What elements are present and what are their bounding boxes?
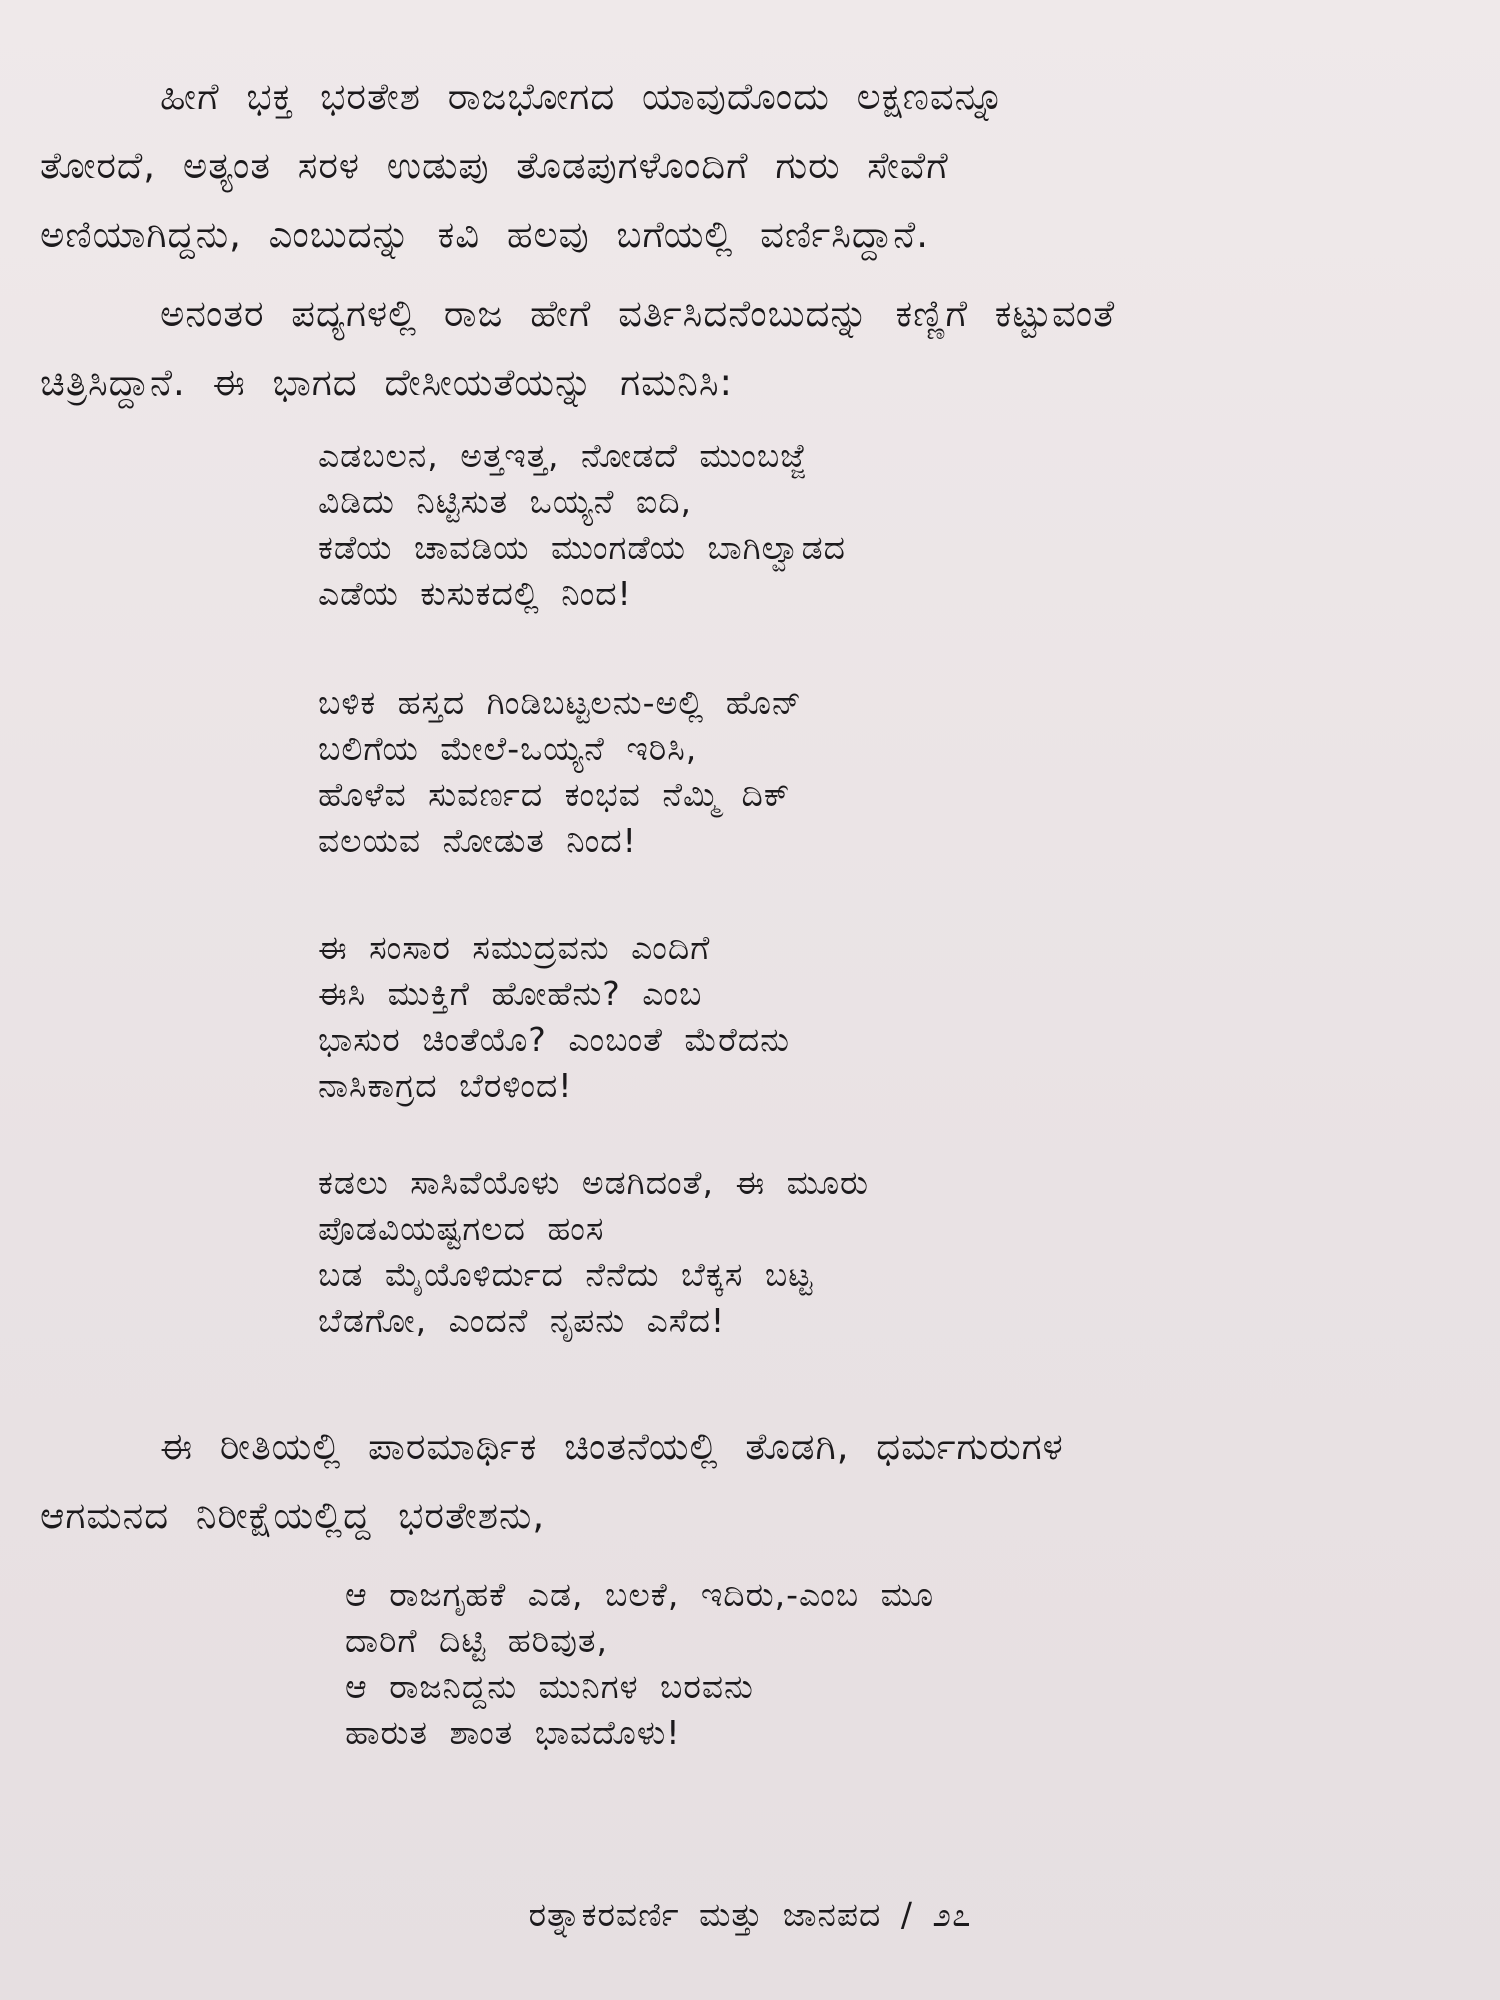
verse-line: ಭಾಸುರ ಚಿಂತೆಯೊ? ಎಂಬಂತೆ ಮೆರೆದನು xyxy=(318,1020,791,1059)
verse-line: ಬಡ ಮೈಯೊಳಿರ್ದುದ ನೆನೆದು ಬೆಕ್ಕಸ ಬಟ್ಟ xyxy=(318,1255,814,1294)
verse-line: ಬಲಿಗೆಯ ಮೇಲೆ-ಒಯ್ಯನೆ ಇರಿಸಿ, xyxy=(318,729,698,768)
verse-line: ಬಳಿಕ ಹಸ್ತದ ಗಿಂಡಿಬಟ್ಟಲನು-ಅಲ್ಲಿ ಹೊನ್ xyxy=(318,683,802,722)
verse-stanza-4 xyxy=(318,1160,869,1344)
paragraph-line: ಚಿತ್ರಿಸಿದ್ದಾನೆ. ಈ ಭಾಗದ ದೇಸೀಯತೆಯನ್ನು ಗಮನಿಸಿ: xyxy=(40,361,733,404)
verse-line: ಎಡಬಲನ, ಅತ್ತಇತ್ತ, ನೋಡದೆ ಮುಂಬಜ್ಜೆ xyxy=(318,436,807,475)
page-footer: ರತ್ನಾಕರವರ್ಣಿ ಮತ್ತು ಜಾನಪದ / ೨೭ xyxy=(528,1895,972,1934)
verse-line: ನಾಸಿಕಾಗ್ರದ ಬೆರಳಿಂದ! xyxy=(318,1066,573,1105)
verse-stanza-2 xyxy=(318,680,802,864)
verse-line: ಹಾರುತ ಶಾಂತ ಭಾವದೊಳು! xyxy=(345,1713,681,1752)
verse-line: ವಲಯವ ನೋಡುತ ನಿಂದ! xyxy=(318,821,637,860)
paragraph-line: ಅಣಿಯಾಗಿದ್ದನು, ಎಂಬುದನ್ನು ಕವಿ ಹಲವು ಬಗೆಯಲ್ಲಿ ವರ್ಣಿಸಿದ್ದಾನೆ. xyxy=(40,213,930,256)
verse-line: ಈ ಸಂಸಾರ ಸಮುದ್ರವನು ಎಂದಿಗೆ xyxy=(318,928,711,967)
paragraph-line: ಈ ರೀತಿಯಲ್ಲಿ ಪಾರಮಾರ್ಥಿಕ ಚಿಂತನೆಯಲ್ಲಿ ತೊಡಗಿ, ಧರ್ಮಗುರುಗಳ xyxy=(160,1425,1064,1468)
verse-line: ಕಡಲು ಸಾಸಿವೆಯೊಳು ಅಡಗಿದಂತೆ, ಈ ಮೂರು xyxy=(318,1163,869,1202)
verse-line: ಕಡೆಯ ಚಾವಡಿಯ ಮುಂಗಡೆಯ ಬಾಗಿಲ್ವಾಡದ xyxy=(318,528,846,567)
verse-line: ಹೊಳೆವ ಸುವರ್ಣದ ಕಂಭವ ನೆಮ್ಮಿ ದಿಕ್ xyxy=(318,775,791,814)
verse-stanza-3 xyxy=(318,925,790,1109)
paragraph-line: ಹೀಗೆ ಭಕ್ತ ಭರತೇಶ ರಾಜಭೋಗದ ಯಾವುದೊಂದು ಲಕ್ಷಣವನ್ನೂ xyxy=(160,75,1005,118)
verse-line: ಬೆಡಗೋ, ಎಂದನೆ ನೃಪನು ಎಸೆದ! xyxy=(318,1301,726,1340)
paragraph-line: ತೋರದೆ, ಅತ್ಯಂತ ಸರಳ ಉಡುಪು ತೊಡಪುಗಳೊಂದಿಗೆ ಗುರು ಸೇವೆಗೆ xyxy=(40,144,949,187)
paragraph-intro xyxy=(40,62,1460,269)
paragraph-line: ಆಗಮನದ ನಿರೀಕ್ಷೆಯಲ್ಲಿದ್ದ ಭರತೇಶನು, xyxy=(40,1494,546,1537)
paragraph-line: ಅನಂತರ ಪದ್ಯಗಳಲ್ಲಿ ರಾಜ ಹೇಗೆ ವರ್ತಿಸಿದನೆಂಬುದನ್ನು ಕಣ್ಣಿಗೆ ಕಟ್ಟುವಂತೆ xyxy=(160,292,1116,335)
verse-stanza-5 xyxy=(345,1572,934,1756)
verse-line: ಆ ರಾಜನಿದ್ದನು ಮುನಿಗಳ ಬರವನು xyxy=(345,1667,754,1706)
verse-stanza-1 xyxy=(318,433,846,617)
paragraph-description xyxy=(40,279,1460,417)
verse-line: ಪೊಡವಿಯಷ್ಟಗಲದ ಹಂಸ xyxy=(318,1209,605,1248)
verse-line: ವಿಡಿದು ನಿಟ್ಟಿಸುತ ಒಯ್ಯನೆ ಐದಿ, xyxy=(318,482,693,521)
verse-line: ಎಡೆಯ ಕುಸುಕದಲ್ಲಿ ನಿಂದ! xyxy=(318,574,632,613)
verse-line: ಈಸಿ ಮುಕ್ತಿಗೆ ಹೋಹೆನು? ಎಂಬ xyxy=(318,974,703,1013)
verse-line: ಆ ರಾಜಗೃಹಕೆ ಎಡ, ಬಲಕೆ, ಇದಿರು,-ಎಂಬ ಮೂ xyxy=(345,1575,935,1614)
verse-line: ದಾರಿಗೆ ದಿಟ್ಟಿ ಹರಿವುತ, xyxy=(345,1621,608,1660)
paragraph-conclusion xyxy=(40,1412,1460,1550)
